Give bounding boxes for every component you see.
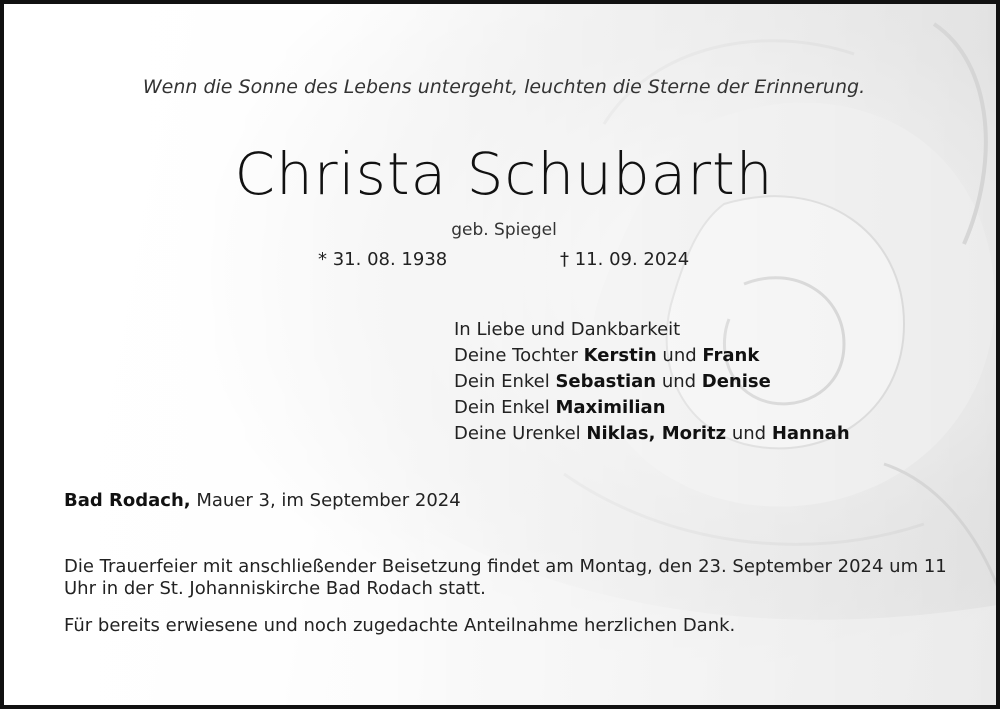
place-city: Bad Rodach, (64, 490, 191, 511)
mourner-name: Frank (702, 345, 760, 366)
mourner-name: Hannah (771, 423, 850, 444)
place-and-date (64, 490, 461, 511)
connector-text: und (656, 371, 702, 392)
relation-label: Deine Urenkel (454, 423, 587, 444)
birth-date: * 31. 08. 1938 (318, 249, 448, 270)
mourner-line (454, 343, 850, 369)
death-date: † 11. 09. 2024 (560, 249, 690, 270)
maiden-name: geb. Spiegel (451, 220, 557, 240)
relation-label: Deine Tochter (454, 345, 584, 366)
mourners-list (454, 317, 850, 447)
motto-quote: Wenn die Sonne des Lebens untergeht, leuchten die Sterne der Erinnerung. (142, 76, 866, 98)
mourner-line (454, 421, 850, 447)
mourner-name: Kerstin (583, 345, 657, 366)
mourner-line (454, 369, 850, 395)
connector-text: und (656, 345, 703, 366)
mourners-intro: In Liebe und Dankbarkeit (454, 319, 681, 340)
relation-label: Dein Enkel (454, 371, 556, 392)
place-rest: Mauer 3, im September 2024 (190, 490, 461, 511)
mourner-name: Sebastian (555, 371, 657, 392)
connector-text: und (726, 423, 772, 444)
relation-label: Dein Enkel (454, 397, 556, 418)
thanks-text: Für bereits erwiesene und noch zugedachte Anteilnahme herzlichen Dank. (64, 615, 736, 636)
mourner-name: Niklas, Moritz (586, 423, 727, 444)
deceased-name: Christa Schubarth (234, 140, 774, 208)
mourner-name: Maximilian (555, 397, 666, 418)
mourner-name: Denise (701, 371, 771, 392)
mourner-line (454, 395, 850, 421)
funeral-notice: Die Trauerfeier mit anschließender Beisetzung findet am Montag, den 23. September 2024 um 11 Uhr in der St. Johanniskirche Bad Rodach statt. (64, 556, 947, 599)
